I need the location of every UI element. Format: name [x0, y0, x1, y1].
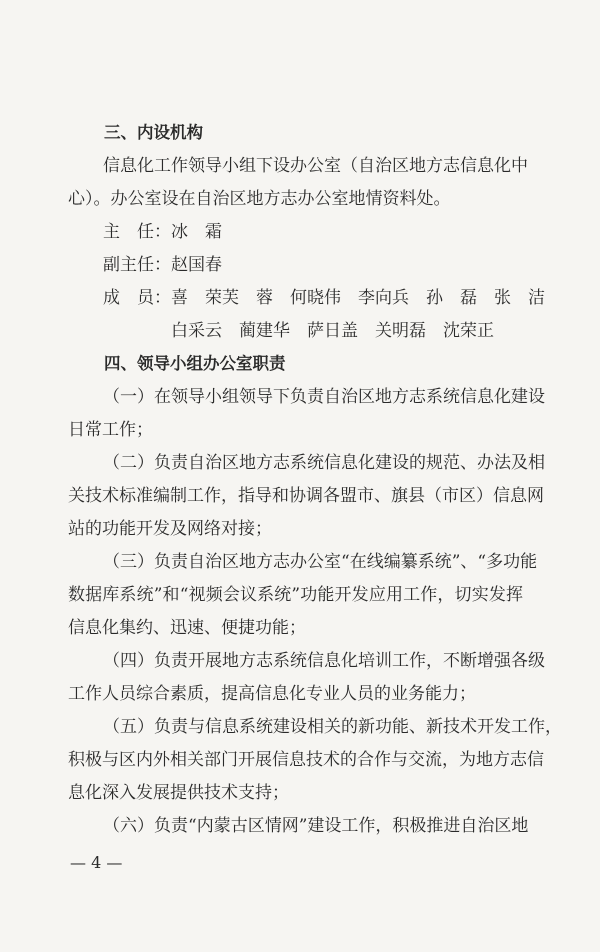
duty-6-line-1: （六）负责“内蒙古区情网”建设工作，积极推进自治区地	[103, 816, 529, 836]
duty-5-line-1: （五）负责与信息系统建设相关的新功能、新技术开发工作，	[103, 717, 562, 737]
duty-3-line-3: 信息化集约、迅速、便捷功能；	[68, 618, 306, 638]
members-label: 成 员：	[103, 288, 171, 308]
duty-2-line-1: （二）负责自治区地方志系统信息化建设的规范、办法及相	[103, 453, 545, 473]
duty-2-line-3: 站的功能开发及网络对接；	[68, 519, 272, 539]
page-number: — 4 —	[70, 853, 123, 872]
duty-1-line-2: 日常工作；	[68, 420, 153, 440]
duty-3-line-1: （三）负责自治区地方志办公室“在线编纂系统”、“多功能	[103, 552, 538, 572]
deputy-label: 副主任：	[103, 255, 171, 275]
duty-2-line-2: 关技术标准编制工作，指导和协调各盟市、旗县（市区）信息网	[68, 486, 544, 506]
section-3-heading: 三、内设机构	[104, 123, 203, 142]
deputy-name: 赵国春	[171, 255, 222, 275]
duty-3-line-2: 数据库系统”和“视频会议系统”功能开发应用工作，切实发挥	[68, 585, 523, 605]
duty-5-line-2: 积极与区内外相关部门开展信息技术的合作与交流，为地方志信	[68, 750, 544, 770]
members-line-2: 白采云 蔺建华 萨日盖 关明磊 沈荣正	[171, 321, 494, 341]
members-row	[103, 287, 545, 309]
duty-4-line-2: 工作人员综合素质，提高信息化专业人员的业务能力；	[68, 684, 476, 704]
deputy-row	[103, 254, 222, 276]
section-4-heading: 四、领导小组办公室职责	[104, 354, 286, 373]
section-3-intro-line-2: 心）。办公室设在自治区地方志办公室地情资料处。	[68, 189, 451, 209]
director-label: 主 任：	[103, 222, 171, 242]
members-line-1: 喜 荣芙 蓉 何晓伟 李向兵 孙 磊 张 洁	[171, 288, 545, 308]
duty-5-line-3: 息化深入发展提供技术支持；	[68, 783, 289, 803]
duty-4-line-1: （四）负责开展地方志系统信息化培训工作，不断增强各级	[103, 651, 545, 671]
director-name: 冰 霜	[171, 222, 222, 242]
duty-1-line-1: （一）在领导小组领导下负责自治区地方志系统信息化建设	[103, 387, 545, 407]
director-row	[103, 221, 222, 243]
section-3-intro-line-1: 信息化工作领导小组下设办公室（自治区地方志信息化中	[103, 156, 528, 176]
